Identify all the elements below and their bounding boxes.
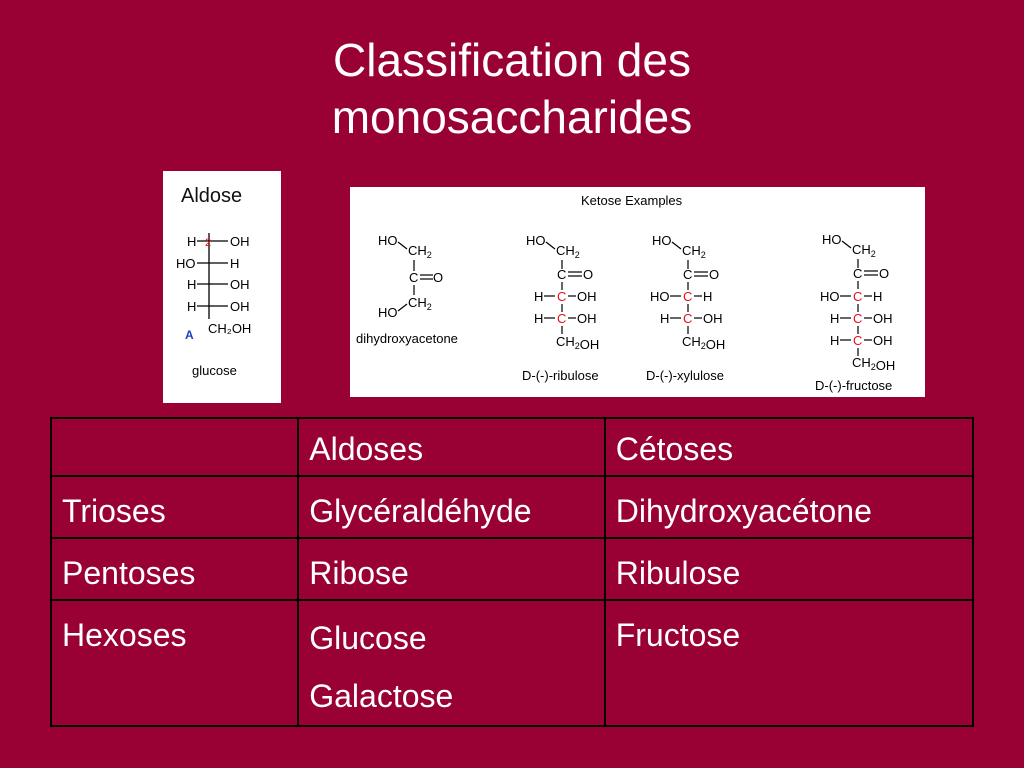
row-category: Pentoses: [51, 538, 298, 600]
aldose-heading: Aldose: [181, 185, 243, 207]
svg-text:C: C: [853, 311, 863, 326]
svg-text:HO: HO: [652, 233, 672, 248]
svg-text:C: C: [683, 267, 693, 282]
svg-text:H: H: [660, 311, 670, 326]
svg-text:H: H: [873, 289, 883, 304]
header-cell-empty: [51, 418, 298, 476]
svg-text:CH2: $CH_2$: [682, 243, 706, 260]
svg-text:CH2OH: $CH_2OH$: [682, 334, 726, 352]
row-aldose: Ribose: [298, 538, 604, 600]
table-row: [51, 600, 973, 726]
dihydroxyacetone-caption: dihydroxyacetone: [356, 331, 458, 346]
svg-text:HO: HO: [650, 289, 670, 304]
svg-text:O: O: [879, 266, 890, 281]
svg-text:OH: OH: [873, 311, 893, 326]
row-aldose: Glucose: [309, 620, 427, 656]
aldose-structure-figure: [163, 171, 281, 403]
svg-text:HO: HO: [822, 232, 842, 247]
svg-text:OH: OH: [577, 311, 597, 326]
svg-text:C: C: [853, 333, 863, 348]
fructose-structure: [815, 232, 895, 393]
svg-text:C: C: [853, 289, 863, 304]
aldose-caption: glucose: [192, 363, 237, 378]
row-aldose: Galactose: [309, 678, 454, 714]
svg-text:C: C: [557, 289, 567, 304]
ketose-heading: Ketose Examples: [581, 193, 683, 208]
row-category: Trioses: [51, 476, 298, 538]
row-category: Hexoses: [51, 600, 298, 726]
svg-text:O: O: [583, 267, 594, 282]
svg-text:CH2OH: $CH_2OH$: [852, 355, 896, 373]
svg-text:C: C: [557, 311, 567, 326]
row-aldose-list: [298, 600, 604, 726]
svg-text:HO: HO: [378, 305, 398, 320]
svg-text:C: C: [853, 266, 863, 281]
aldose-row-1-left: H: [187, 234, 197, 249]
svg-text:C: C: [683, 311, 693, 326]
svg-text:C: C: [683, 289, 693, 304]
aldose-row-2-right: H: [230, 256, 240, 271]
aldose-row-3-right: OH: [230, 277, 250, 292]
classification-table: [50, 417, 974, 727]
aldose-carbon-label: 2: [205, 237, 212, 249]
svg-text:H: H: [534, 311, 544, 326]
table-row: [51, 476, 973, 538]
svg-text:OH: OH: [577, 289, 597, 304]
header-cell-cetoses: Cétoses: [605, 418, 973, 476]
svg-text:OH: OH: [703, 311, 723, 326]
ribulose-caption: D-(-)-ribulose: [522, 368, 599, 383]
fructose-caption: D-(-)-fructose: [815, 378, 893, 393]
dihydroxyacetone-structure: [356, 233, 458, 346]
aldose-row-4-right: OH: [230, 299, 250, 314]
slide-title-line-2: monosaccharides: [331, 91, 693, 143]
svg-text:HO: HO: [820, 289, 840, 304]
table-header-row: [51, 418, 973, 476]
svg-text:CH2OH: $CH_2OH$: [556, 334, 600, 352]
row-cetose: Dihydroxyacétone: [605, 476, 973, 538]
aldose-row-2-left: HO: [176, 256, 196, 271]
svg-text:H: H: [830, 311, 840, 326]
aldose-row-4-left: H: [187, 299, 197, 314]
row-cetose: Fructose: [605, 600, 973, 726]
svg-text:O: O: [433, 270, 444, 285]
xylulose-caption: D-(-)-xylulose: [646, 368, 724, 383]
table-row: [51, 538, 973, 600]
row-cetose: Ribulose: [605, 538, 973, 600]
svg-text:O: O: [709, 267, 720, 282]
svg-text:CH2: $CH_2$: [408, 295, 432, 312]
svg-text:OH: OH: [873, 333, 893, 348]
svg-text:CH2: $CH_2$: [556, 243, 580, 260]
aldose-bottom-group: CH₂OH: [208, 321, 252, 336]
svg-text:HO: HO: [526, 233, 546, 248]
svg-text:H: H: [703, 289, 713, 304]
aldose-row-1-right: OH: [230, 234, 250, 249]
ribulose-structure: [522, 233, 599, 383]
svg-text:H: H: [534, 289, 544, 304]
svg-text:C: C: [409, 270, 419, 285]
svg-text:HO: HO: [378, 233, 398, 248]
slide-title-line-1: Classification des: [333, 34, 691, 86]
slide-title: [0, 32, 1024, 146]
aldose-marker: A: [185, 328, 194, 342]
header-cell-aldoses: Aldoses: [298, 418, 604, 476]
xylulose-structure: [646, 233, 725, 383]
svg-text:CH2: $CH_2$: [408, 243, 432, 260]
svg-text:CH2: $CH_2$: [852, 242, 876, 259]
ketose-examples-figure: [350, 187, 925, 397]
svg-text:H: H: [830, 333, 840, 348]
aldose-row-3-left: H: [187, 277, 197, 292]
svg-text:C: C: [557, 267, 567, 282]
row-aldose: Glycéraldéhyde: [298, 476, 604, 538]
